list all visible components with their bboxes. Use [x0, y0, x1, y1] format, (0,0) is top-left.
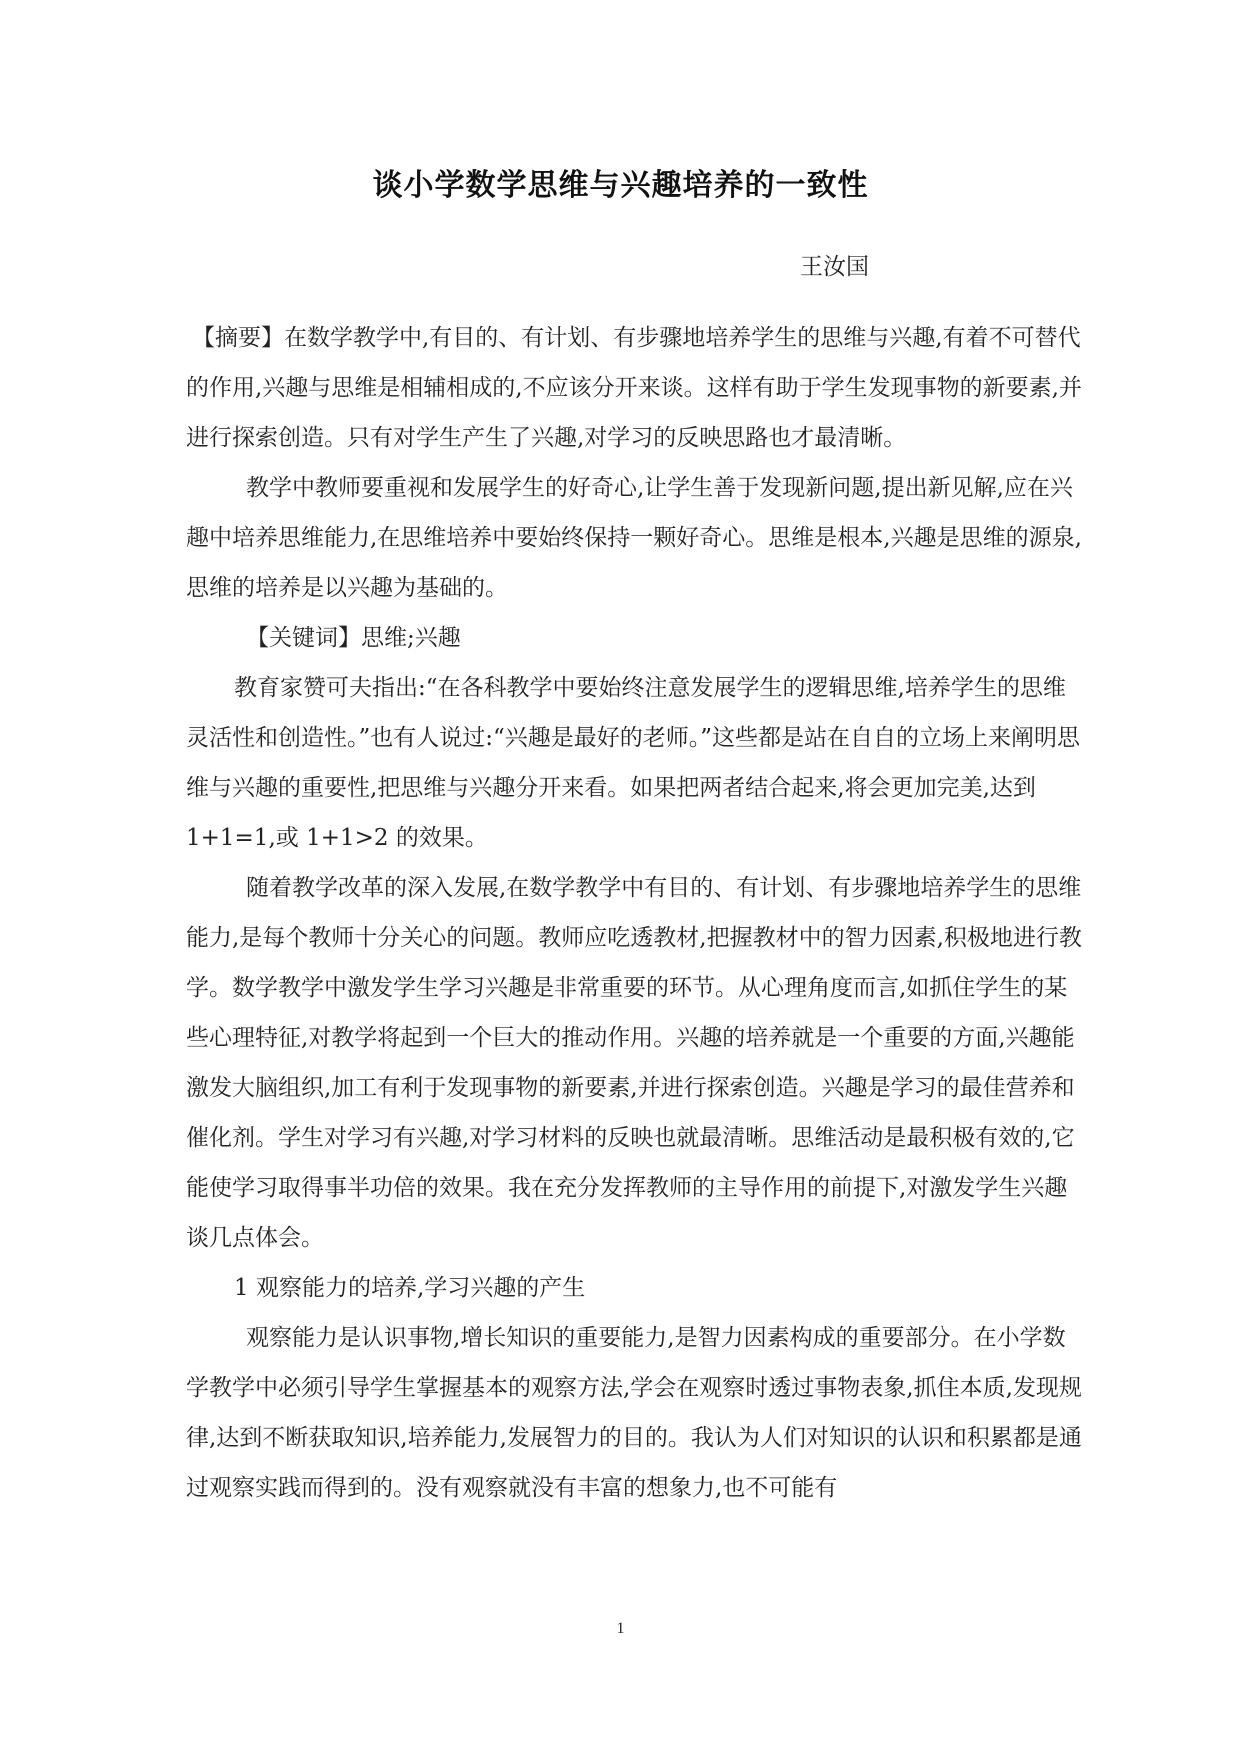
page-number: 1	[616, 1620, 625, 1637]
document-title: 谈小学数学思维与兴趣培养的一致性	[372, 168, 869, 203]
document-body	[186, 313, 1086, 1513]
document-author: 王汝国	[800, 254, 869, 280]
body-paragraph: 教学中教师要重视和发展学生的好奇心,让学生善于发现新问题,提出新见解,应在兴趣中培养思维能力,在思维培养中要始终保持一颗好奇心。思维是根本,兴趣是思维的源泉,思维的培养是以兴趣为基础的。	[186, 475, 1082, 601]
body-paragraph: 随着教学改革的深入发展,在数学教学中有目的、有计划、有步骤地培养学生的思维能力,是每个教师十分关心的问题。教师应吃透教材,把握教材中的智力因素,积极地进行教学。数学教学中激发学生学习兴趣是非常重要的环节。从心理角度而言,如抓住学生的某些心理特征,对教学将起到一个巨大的推动作用。兴趣的培养就是一个重要的方面,兴趣能激发大脑组织,加工有利于发现事物的新要素,并进行探索创造。兴趣是学习的最佳营养和催化剂。学生对学习有兴趣,对学习材料的反映也就最清晰。思维活动是最积极有效的,它能使学习取得事半功倍的效果。我在充分发挥教师的主导作用的前提下,对激发学生兴趣谈几点体会。	[186, 875, 1082, 1251]
body-paragraph: 教育家赞可夫指出:“在各科教学中要始终注意发展学生的逻辑思维,培养学生的思维灵活性和创造性。”也有人说过:“兴趣是最好的老师。”这些都是站在自自的立场上来阐明思维与兴趣的重要性,把思维与兴趣分开来看。如果把两者结合起来,将会更加完美,达到 1+1=1,或 1+1>2 的效果。	[186, 675, 1081, 851]
keywords-line: 【关键词】思维;兴趣	[246, 625, 461, 651]
section-heading: 1 观察能力的培养,学习兴趣的产生	[234, 1275, 586, 1301]
body-paragraph: 观察能力是认识事物,增长知识的重要能力,是智力因素构成的重要部分。在小学数学教学中必须引导学生掌握基本的观察方法,学会在观察时透过事物表象,抓住本质,发现规律,达到不断获取知识,培养能力,发展智力的目的。我认为人们对知识的认识和积累都是通过观察实践而得到的。没有观察就没有丰富的想象力,也不可能有	[186, 1325, 1082, 1501]
abstract-paragraph: 【摘要】在数学教学中,有目的、有计划、有步骤地培养学生的思维与兴趣,有着不可替代的作用,兴趣与思维是相辅相成的,不应该分开来谈。这样有助于学生发现事物的新要素,并进行探索创造。只有对学生产生了兴趣,对学习的反映思路也才最清晰。	[186, 325, 1082, 451]
